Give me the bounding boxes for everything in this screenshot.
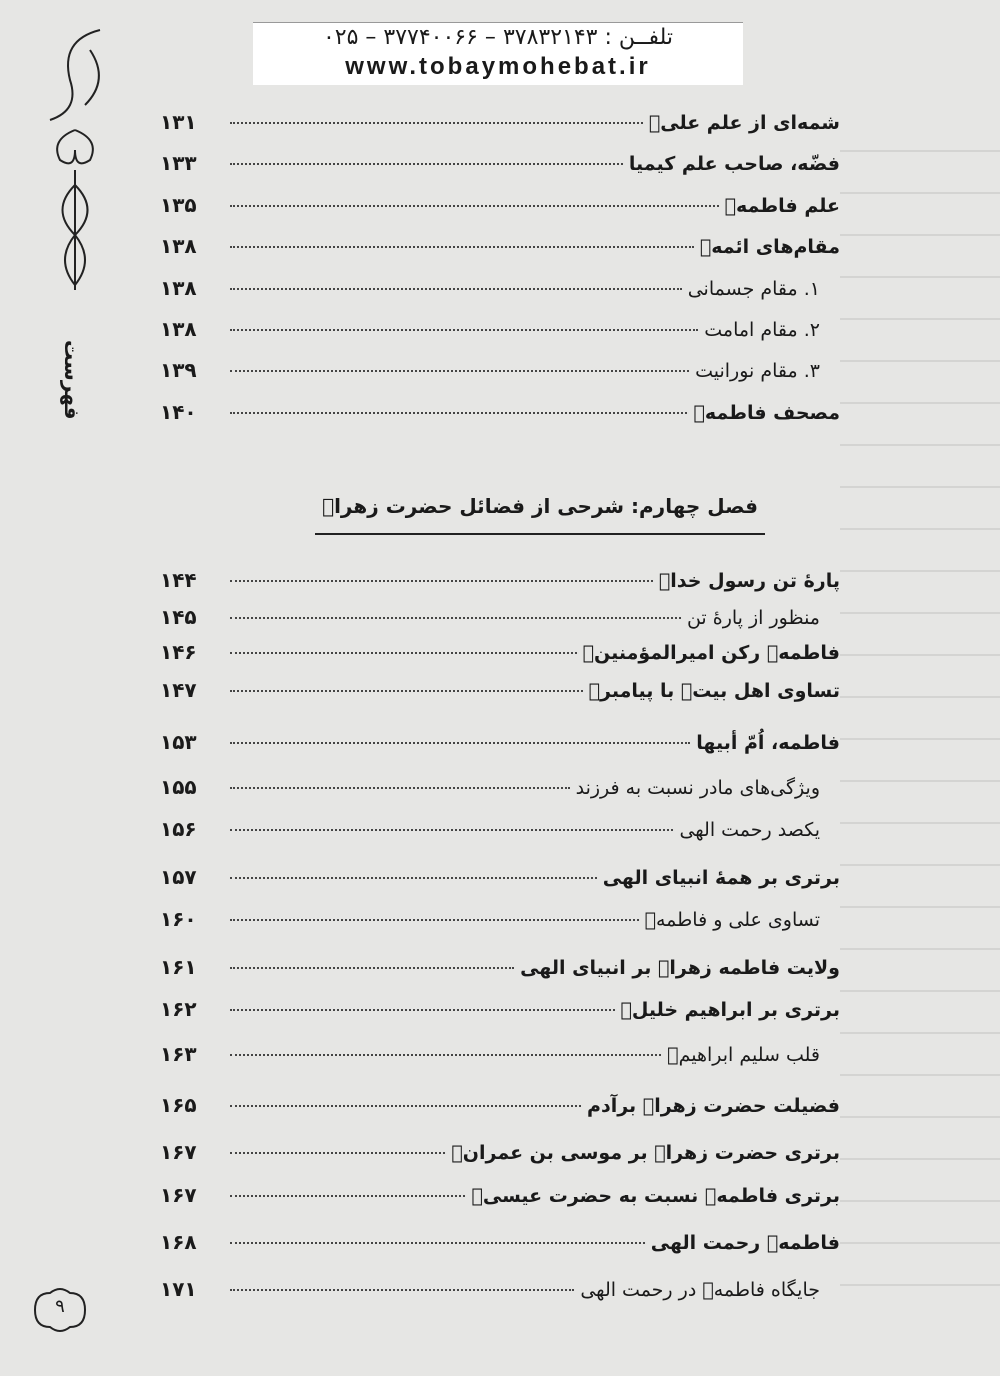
toc-subentry[interactable] [160,358,820,388]
entry-title: برتری فاطمهؑ نسبت به حضرت عیسیؑ [471,1185,840,1207]
entry-title: فاطمهؑ رحمت الهی [650,1232,840,1254]
toc-subentry[interactable] [160,817,820,847]
entry-title: فاطمه، اُمّ أبیها [696,732,840,754]
entry-page: ۱۶۲ [160,997,197,1021]
toc-entry[interactable] [160,1140,840,1170]
entry-page: ۱۷۱ [160,1277,197,1301]
entry-page: ۱۶۷ [160,1140,197,1164]
entry-title: تساوی اهل بیتؑ با پیامبرؐ [588,680,840,702]
dot-leader [230,1054,661,1056]
dot-leader [230,205,719,207]
dot-leader [230,829,673,831]
entry-title: ۳. مقام نورانیت [695,360,820,382]
entry-page: ۱۳۱ [160,110,197,134]
dot-leader [230,652,577,654]
dot-leader [230,787,570,789]
dot-leader [230,163,623,165]
toc-entry[interactable] [160,110,840,140]
toc-subentry[interactable] [160,1042,820,1072]
entry-title: جایگاه فاطمهؑ در رحمت الهی [580,1279,820,1301]
dot-leader [230,246,694,248]
toc-entry[interactable] [160,1230,840,1260]
dot-leader [230,580,653,582]
dot-leader [230,1242,645,1244]
dot-leader [230,617,681,619]
dot-leader [230,288,682,290]
entry-page: ۱۴۵ [160,605,197,629]
toc-entry[interactable] [160,1183,840,1213]
toc-entry[interactable] [160,151,840,181]
entry-title: برتری بر ابراهیم خلیلؑ [620,999,840,1021]
entry-page: ۱۴۷ [160,678,197,702]
toc-entry[interactable] [160,193,840,223]
entry-title: ۲. مقام امامت [704,319,820,341]
toc-entry[interactable] [160,1093,840,1123]
toc-entry[interactable] [160,568,840,598]
entry-page: ۱۶۵ [160,1093,197,1117]
entry-title: یکصد رحمت الهی [679,819,820,841]
entry-title: برتری حضرت زهراؑ بر موسی بن عمرانؑ [451,1142,840,1164]
calligraphy-ornament-icon [30,10,120,290]
entry-title: منظور از پارهٔ تن [686,607,820,629]
dot-leader [230,1289,574,1291]
entry-page: ۱۶۷ [160,1183,197,1207]
toc-subentry[interactable] [160,1277,820,1307]
page-number: ۹ [55,1296,65,1317]
entry-title: فضّه، صاحب علم کیمیا [628,153,840,175]
entry-page: ۱۴۰ [160,400,197,424]
entry-title: مصحف فاطمهؑ [693,402,840,424]
toc-entry[interactable] [160,640,840,670]
entry-page: ۱۴۴ [160,568,197,592]
dot-leader [230,370,689,372]
entry-page: ۱۴۶ [160,640,197,664]
toc-entry[interactable] [160,865,840,895]
dot-leader [230,1195,465,1197]
phone-number: تلفــن : ۳۷۸۳۲۱۴۳ – ۳۷۷۴۰۰۶۶ – ۰۲۵ [322,25,674,50]
chapter-underline [315,533,765,535]
entry-page: ۱۵۵ [160,775,197,799]
toc-subentry[interactable] [160,317,820,347]
bleed-through-texture [840,150,1000,1300]
entry-page: ۱۳۸ [160,317,197,341]
chapter-heading: فصل چهارم: شرحی از فضائل حضرت زهراؑ [322,494,758,518]
entry-page: ۱۶۰ [160,907,197,931]
entry-title: فضیلت حضرت زهراؑ برآدم [587,1095,840,1117]
entry-page: ۱۵۷ [160,865,197,889]
toc-entry[interactable] [160,730,840,760]
toc-entry[interactable] [160,400,840,430]
entry-page: ۱۵۶ [160,817,197,841]
entry-title: مقام‌های ائمهؑ [699,236,840,258]
entry-title: پارهٔ تن رسول خداؐ [658,570,840,592]
dot-leader [230,967,514,969]
toc-subentry[interactable] [160,605,820,635]
entry-title: قلب سلیم ابراهیمؑ [667,1044,820,1066]
entry-page: ۱۳۳ [160,151,197,175]
entry-page: ۱۳۸ [160,234,197,258]
website-url: www.tobaymohebat.ir [345,53,651,80]
dot-leader [230,1009,615,1011]
entry-title: ولایت فاطمه زهراؑ بر انبیای الهی [520,957,840,979]
entry-page: ۱۳۹ [160,358,197,382]
toc-subentry[interactable] [160,276,820,306]
entry-page: ۱۶۳ [160,1042,197,1066]
dot-leader [230,1152,445,1154]
section-label: فهرست [60,340,84,420]
entry-title: ۱. مقام جسمانی [687,278,820,300]
entry-page: ۱۶۱ [160,955,197,979]
entry-page: ۱۵۳ [160,730,197,754]
dot-leader [230,919,639,921]
toc-subentry[interactable] [160,775,820,805]
dot-leader [230,1105,581,1107]
dot-leader [230,329,698,331]
toc-entry[interactable] [160,955,840,985]
dot-leader [230,122,643,124]
entry-title: برتری بر همهٔ انبیای الهی [602,867,840,889]
dot-leader [230,412,687,414]
toc-entry[interactable] [160,678,840,708]
entry-title: تساوی علی و فاطمهؑ [644,909,820,931]
toc-entry[interactable] [160,997,840,1027]
contact-banner [253,22,743,85]
dot-leader [230,877,597,879]
dot-leader [230,742,690,744]
entry-page: ۱۳۸ [160,276,197,300]
toc-entry[interactable] [160,234,840,264]
toc-subentry[interactable] [160,907,820,937]
dot-leader [230,690,583,692]
entry-page: ۱۳۵ [160,193,197,217]
entry-title: شمه‌ای از علم علیؑ [648,112,840,134]
entry-page: ۱۶۸ [160,1230,197,1254]
entry-title: فاطمهؑ رکن امیرالمؤمنینؑ [582,642,840,664]
entry-title: علم فاطمهؑ [724,195,840,217]
entry-title: ویژگی‌های مادر نسبت به فرزند [575,777,820,799]
